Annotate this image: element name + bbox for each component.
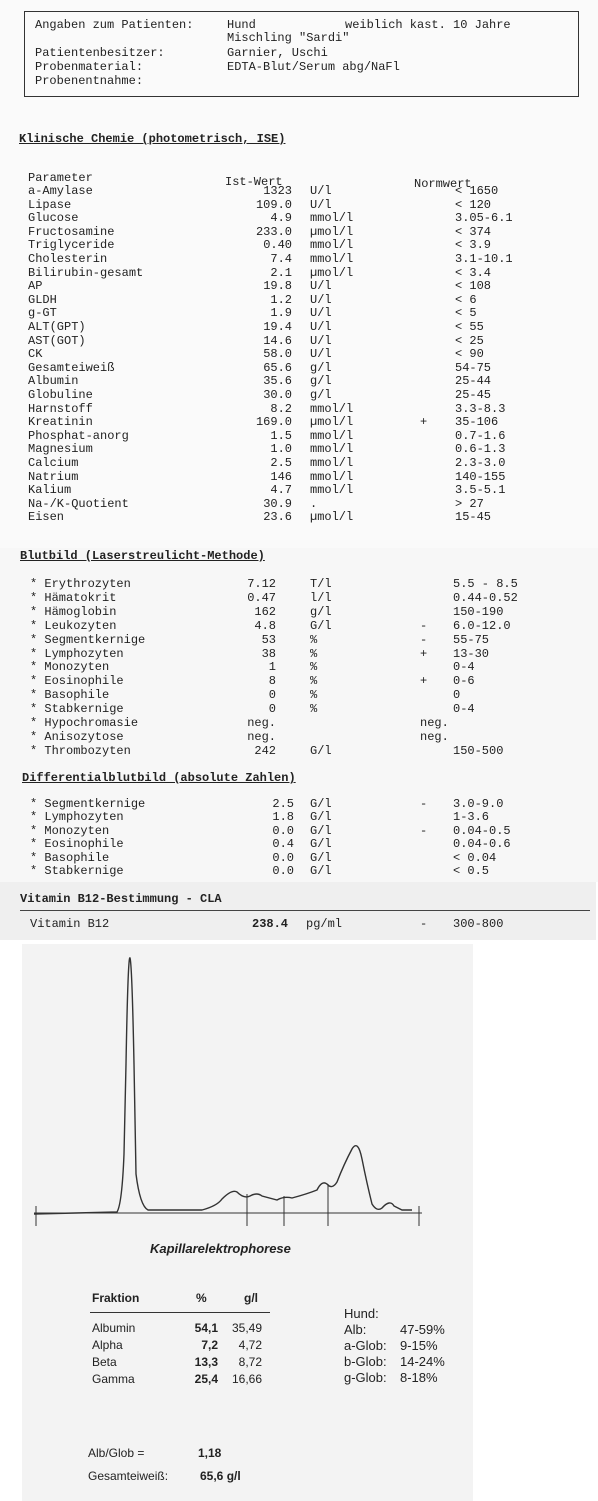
electrophoresis-curve: [34, 958, 412, 1214]
param-flag: -: [420, 823, 428, 838]
electrophoresis-title: Kapillarelektrophorese: [150, 1241, 291, 1256]
param-value: 8.2: [270, 401, 292, 416]
param-unit: µmol/l: [310, 265, 354, 280]
table-row: [0, 416, 598, 430]
param-norm: 2.3-3.0: [455, 456, 506, 470]
patient-breed: Mischling "Sardi": [227, 31, 350, 45]
param-unit: mmol/l: [310, 456, 354, 470]
param-norm: < 0.04: [453, 850, 497, 865]
param-norm: 13-30: [453, 646, 490, 661]
param-value: 30.0: [263, 388, 292, 402]
param-flag: -: [420, 797, 428, 811]
param-norm: 1-3.6: [453, 810, 490, 825]
reference-label: a-Glob:: [344, 1338, 387, 1353]
table-row: [0, 294, 598, 308]
table-row: [0, 457, 598, 471]
param-unit: G/l: [310, 823, 332, 838]
param-norm: 3.5-5.1: [455, 483, 506, 498]
param-name: * Hypochromasie: [30, 716, 139, 730]
param-value: 4.9: [270, 211, 292, 226]
table-row: [0, 239, 598, 253]
param-name: * Segmentkernige: [30, 797, 146, 811]
param-value: 1.0: [270, 442, 292, 457]
table-row: [0, 634, 598, 648]
param-value: 146: [270, 469, 292, 484]
table-row: [0, 403, 598, 417]
param-flag: neg.: [420, 729, 449, 744]
param-value: 0.0: [272, 823, 294, 838]
total-protein-label: Gesamteiweiß:: [88, 1469, 169, 1483]
param-value: 38: [261, 646, 276, 661]
param-unit: U/l: [310, 279, 332, 294]
table-row: [0, 745, 598, 759]
param-flag: +: [420, 415, 428, 430]
param-flag: -: [420, 618, 428, 633]
fraction-percent: 13,3: [194, 1355, 218, 1369]
param-name: * Hämoglobin: [30, 604, 117, 619]
patient-species: Hund: [227, 18, 256, 32]
fraction-gl: 16,66: [231, 1372, 262, 1386]
table-row: [0, 578, 598, 592]
param-norm: 0.7-1.6: [455, 428, 506, 443]
param-unit: U/l: [310, 292, 332, 307]
reference-title: Hund:: [344, 1306, 379, 1321]
param-name: Harnstoff: [28, 401, 93, 416]
param-norm: 3.1-10.1: [455, 252, 513, 266]
gl-header: g/l: [244, 1291, 258, 1305]
param-value: 109.0: [255, 197, 292, 212]
total-protein-value: 65,6 g/l: [200, 1469, 241, 1483]
reference-label: g-Glob:: [344, 1370, 387, 1385]
param-unit: G/l: [310, 797, 332, 811]
table-row: [0, 484, 598, 498]
param-unit: mmol/l: [310, 401, 354, 416]
electrophoresis-curve-graph: [22, 944, 473, 1234]
param-value: 1.9: [270, 306, 292, 321]
param-unit: G/l: [310, 837, 332, 852]
param-norm: 15-45: [455, 510, 492, 525]
b12-flag: -: [420, 917, 428, 931]
param-name: a-Amylase: [28, 184, 93, 198]
table-row: [0, 226, 598, 240]
param-norm: 3.0-9.0: [453, 797, 504, 811]
table-row: [0, 592, 598, 606]
table-row: [0, 498, 598, 512]
param-unit: mmol/l: [310, 469, 354, 484]
param-unit: U/l: [310, 197, 332, 212]
table-row: [0, 648, 598, 662]
param-name: * Hämatokrit: [30, 590, 117, 605]
fraction-gl: 4,72: [238, 1338, 262, 1352]
table-row: [0, 212, 598, 226]
table-row: [0, 280, 598, 294]
param-name: * Stabkernige: [30, 702, 124, 717]
param-flag: +: [420, 674, 428, 689]
param-norm: 54-75: [455, 360, 492, 375]
param-name: * Basophile: [30, 688, 110, 703]
table-row: [0, 185, 598, 199]
param-norm: 150-190: [453, 604, 504, 619]
param-value: 58.0: [263, 347, 292, 362]
param-norm: < 120: [455, 197, 492, 212]
b12-name: Vitamin B12: [30, 917, 110, 931]
table-row: [0, 375, 598, 389]
param-value: 2.5: [272, 797, 294, 811]
param-value: 2.5: [270, 456, 292, 470]
param-norm: < 55: [455, 320, 484, 334]
owner-label: Patientenbesitzer:: [35, 46, 165, 60]
param-flag: neg.: [420, 716, 449, 730]
reference-range: 14-24%: [400, 1354, 445, 1369]
param-unit: mmol/l: [310, 211, 354, 226]
param-unit: mmol/l: [310, 428, 354, 443]
table-row: [0, 620, 598, 634]
param-unit: U/l: [310, 333, 332, 348]
fraction-percent: 54,1: [194, 1321, 218, 1335]
param-value: 35.6: [263, 374, 292, 389]
param-name: Natrium: [28, 469, 79, 484]
param-unit: .: [310, 496, 318, 511]
param-unit: %: [310, 674, 318, 689]
patient-sex-age: weiblich kast. 10 Jahre: [345, 18, 511, 32]
table-row: [0, 389, 598, 403]
fraction-name: Beta: [92, 1355, 117, 1369]
chemistry-title: Klinische Chemie (photometrisch, ISE): [19, 132, 286, 146]
param-value: 2.1: [270, 265, 292, 280]
param-name: Kreatinin: [28, 415, 93, 430]
param-value: 162: [254, 604, 276, 619]
param-norm: < 25: [455, 333, 484, 348]
param-value: 169.0: [255, 415, 292, 430]
param-norm: < 3.4: [455, 265, 492, 280]
param-unit: g/l: [310, 388, 332, 402]
table-row: [0, 675, 598, 689]
material-value: EDTA-Blut/Serum abg/NaFl: [227, 60, 400, 74]
param-unit: %: [310, 632, 318, 647]
fraction-table-rule: [90, 1312, 270, 1313]
param-norm: > 27: [455, 496, 484, 511]
table-row: [0, 511, 598, 525]
fraction-name: Gamma: [92, 1372, 135, 1386]
param-value: 0.0: [272, 850, 294, 865]
param-name: AST(GOT): [28, 333, 86, 348]
param-name: * Anisozytose: [30, 729, 124, 744]
reference-range: 47-59%: [400, 1322, 445, 1337]
param-name: Phosphat-anorg: [28, 428, 129, 443]
param-flag: +: [420, 646, 428, 661]
param-name: Na-/K-Quotient: [28, 496, 129, 511]
param-name: * Stabkernige: [30, 864, 124, 878]
param-unit: %: [310, 688, 318, 703]
param-unit: µmol/l: [310, 415, 354, 430]
percent-header: %: [196, 1291, 207, 1305]
param-name: * Erythrozyten: [30, 577, 131, 591]
param-norm: 0: [453, 688, 461, 703]
param-value: 30.9: [263, 496, 292, 511]
param-name: Eisen: [28, 510, 65, 525]
param-norm: 3.05-6.1: [455, 211, 513, 226]
param-unit: G/l: [310, 810, 332, 825]
param-value: neg.: [247, 716, 276, 730]
param-unit: G/l: [310, 864, 332, 878]
param-name: CK: [28, 347, 43, 362]
table-row: [0, 253, 598, 267]
b12-norm: 300-800: [453, 917, 504, 931]
b12-value: 238.4: [252, 917, 289, 931]
b12-title: Vitamin B12-Bestimmung - CLA: [20, 892, 222, 906]
fraction-gl: 8,72: [238, 1355, 262, 1369]
param-name: * Eosinophile: [30, 674, 124, 689]
param-name: Albumin: [28, 374, 79, 389]
param-flag: -: [420, 632, 428, 647]
table-row: [0, 362, 598, 376]
table-row: [0, 471, 598, 485]
param-norm: < 90: [455, 347, 484, 362]
param-value: 1.2: [270, 292, 292, 307]
param-name: Calcium: [28, 456, 79, 470]
param-value: 0.0: [272, 864, 294, 878]
param-value: 19.8: [263, 279, 292, 294]
reference-label: b-Glob:: [344, 1354, 387, 1369]
param-unit: G/l: [310, 618, 332, 633]
sample-date-label: Probenentnahme:: [35, 74, 144, 88]
param-value: 14.6: [263, 333, 292, 348]
param-value: 1323: [263, 184, 292, 198]
table-row: [0, 430, 598, 444]
param-name: Kalium: [28, 483, 72, 498]
table-row: [0, 606, 598, 620]
param-unit: g/l: [310, 604, 332, 619]
param-norm: < 1650: [455, 184, 499, 198]
table-row: [0, 838, 598, 852]
param-unit: %: [310, 646, 318, 661]
param-value: 242: [254, 743, 276, 758]
clinical-chemistry-sheet: [0, 0, 598, 548]
differential-title: Differentialblutbild (absolute Zahlen): [22, 771, 296, 785]
param-norm: 55-75: [453, 632, 490, 647]
param-value: 1: [268, 660, 276, 675]
param-value: 0.40: [263, 238, 292, 253]
table-row: [0, 661, 598, 675]
param-name: Lipase: [28, 197, 72, 212]
param-value: 0.47: [247, 590, 276, 605]
table-row: [0, 443, 598, 457]
table-row: [0, 865, 598, 879]
param-name: * Leukozyten: [30, 618, 117, 633]
param-value: 233.0: [255, 224, 292, 239]
patient-info-label: Angaben zum Patienten:: [35, 18, 194, 32]
fraction-gl: 35,49: [231, 1321, 262, 1335]
param-unit: g/l: [310, 374, 332, 389]
param-norm: 0.6-1.3: [455, 442, 506, 457]
param-unit: T/l: [310, 577, 332, 591]
param-unit: U/l: [310, 306, 332, 321]
param-norm: 140-155: [455, 469, 506, 484]
param-unit: mmol/l: [310, 238, 354, 253]
param-name: Globuline: [28, 388, 93, 402]
table-row: [0, 335, 598, 349]
param-value: 7.4: [270, 252, 292, 266]
param-name: * Basophile: [30, 850, 110, 865]
param-unit: G/l: [310, 850, 332, 865]
table-row: [0, 689, 598, 703]
patient-info-box: [24, 11, 579, 97]
blood-count-title: Blutbild (Laserstreulicht-Methode): [20, 549, 265, 563]
param-norm: 0.44-0.52: [453, 590, 518, 605]
param-name: * Segmentkernige: [30, 632, 146, 647]
electrophoresis-sheet: [22, 944, 473, 1501]
fraction-name: Albumin: [92, 1321, 136, 1335]
param-name: g-GT: [28, 306, 57, 321]
header-norm: Normwert: [414, 177, 472, 191]
table-row: [0, 811, 598, 825]
param-unit: mmol/l: [310, 442, 354, 457]
fraction-name: Alpha: [92, 1338, 123, 1352]
table-row: [0, 267, 598, 281]
param-value: 4.7: [270, 483, 292, 498]
b12-row: [0, 918, 598, 932]
header-parameter: Parameter: [28, 171, 93, 185]
param-unit: µmol/l: [310, 510, 354, 525]
param-name: Cholesterin: [28, 252, 108, 266]
param-unit: U/l: [310, 184, 332, 198]
param-value: 7.12: [247, 577, 276, 591]
param-norm: < 5: [455, 306, 477, 321]
table-row: [0, 199, 598, 213]
param-name: Bilirubin-gesamt: [28, 265, 144, 280]
param-norm: 150-500: [453, 743, 504, 758]
param-value: 0: [268, 688, 276, 703]
param-norm: 3.3-8.3: [455, 401, 506, 416]
param-name: Glucose: [28, 211, 79, 226]
param-unit: l/l: [310, 590, 332, 605]
param-norm: < 374: [455, 224, 492, 239]
owner-name: Garnier, Uschi: [227, 46, 328, 60]
param-unit: µmol/l: [310, 224, 354, 239]
fraction-header: Fraktion: [92, 1291, 140, 1305]
param-norm: 0-6: [453, 674, 475, 689]
b12-title-rule: [20, 910, 590, 911]
param-name: ALT(GPT): [28, 320, 86, 334]
param-name: * Lymphozyten: [30, 646, 124, 661]
reference-label: Alb:: [344, 1322, 367, 1337]
param-name: * Eosinophile: [30, 837, 124, 852]
param-value: 1.5: [270, 428, 292, 443]
param-norm: 0.04-0.5: [453, 823, 511, 838]
param-unit: U/l: [310, 347, 332, 362]
param-name: * Monozyten: [30, 823, 110, 838]
param-norm: < 0.5: [453, 864, 490, 878]
param-unit: %: [310, 702, 318, 717]
param-norm: 0-4: [453, 702, 475, 717]
param-norm: 5.5 - 8.5: [453, 577, 518, 591]
param-unit: %: [310, 660, 318, 675]
param-value: neg.: [247, 729, 276, 744]
b12-sheet: [0, 882, 596, 940]
header-value: Ist-Wert: [225, 175, 283, 189]
param-name: Triglyceride: [28, 238, 115, 253]
param-value: 4.8: [254, 618, 276, 633]
fraction-percent: 25,4: [194, 1372, 218, 1386]
reference-range: 9-15%: [400, 1338, 438, 1353]
param-name: Gesamteiweiß: [28, 360, 115, 375]
param-unit: G/l: [310, 743, 332, 758]
b12-unit: pg/ml: [306, 917, 343, 931]
table-row: [0, 321, 598, 335]
param-norm: 0-4: [453, 660, 475, 675]
param-value: 53: [261, 632, 276, 647]
table-row: [0, 731, 598, 745]
blood-count-sheet: [0, 548, 598, 882]
fraction-percent: 7,2: [201, 1338, 218, 1352]
param-unit: U/l: [310, 320, 332, 334]
table-row: [0, 348, 598, 362]
param-unit: mmol/l: [310, 483, 354, 498]
param-unit: g/l: [310, 360, 332, 375]
reference-range: 8-18%: [400, 1370, 438, 1385]
param-name: * Lymphozyten: [30, 810, 124, 825]
alb-glob-label: Alb/Glob =: [88, 1446, 145, 1460]
param-norm: < 3.9: [455, 238, 492, 253]
table-row: [0, 703, 598, 717]
param-name: GLDH: [28, 292, 57, 307]
param-value: 19.4: [263, 320, 292, 334]
material-label: Probenmaterial:: [35, 60, 144, 74]
param-norm: 35-106: [455, 415, 499, 430]
table-row: [0, 717, 598, 731]
param-value: 65.6: [263, 360, 292, 375]
param-name: * Thrombozyten: [30, 743, 131, 758]
alb-glob-value: 1,18: [198, 1446, 222, 1460]
param-name: AP: [28, 279, 43, 294]
param-norm: 6.0-12.0: [453, 618, 511, 633]
param-norm: 25-45: [455, 388, 492, 402]
param-value: 0.4: [272, 837, 294, 852]
param-value: 0: [268, 702, 276, 717]
table-row: [0, 307, 598, 321]
param-value: 8: [268, 674, 276, 689]
param-unit: mmol/l: [310, 252, 354, 266]
param-name: Fructosamine: [28, 224, 115, 239]
param-norm: 25-44: [455, 374, 492, 389]
param-norm: 0.04-0.6: [453, 837, 511, 852]
param-value: 23.6: [263, 510, 292, 525]
param-norm: < 108: [455, 279, 492, 294]
param-value: 1.8: [272, 810, 294, 825]
param-name: * Monozyten: [30, 660, 110, 675]
param-name: Magnesium: [28, 442, 93, 457]
param-norm: < 6: [455, 292, 477, 307]
